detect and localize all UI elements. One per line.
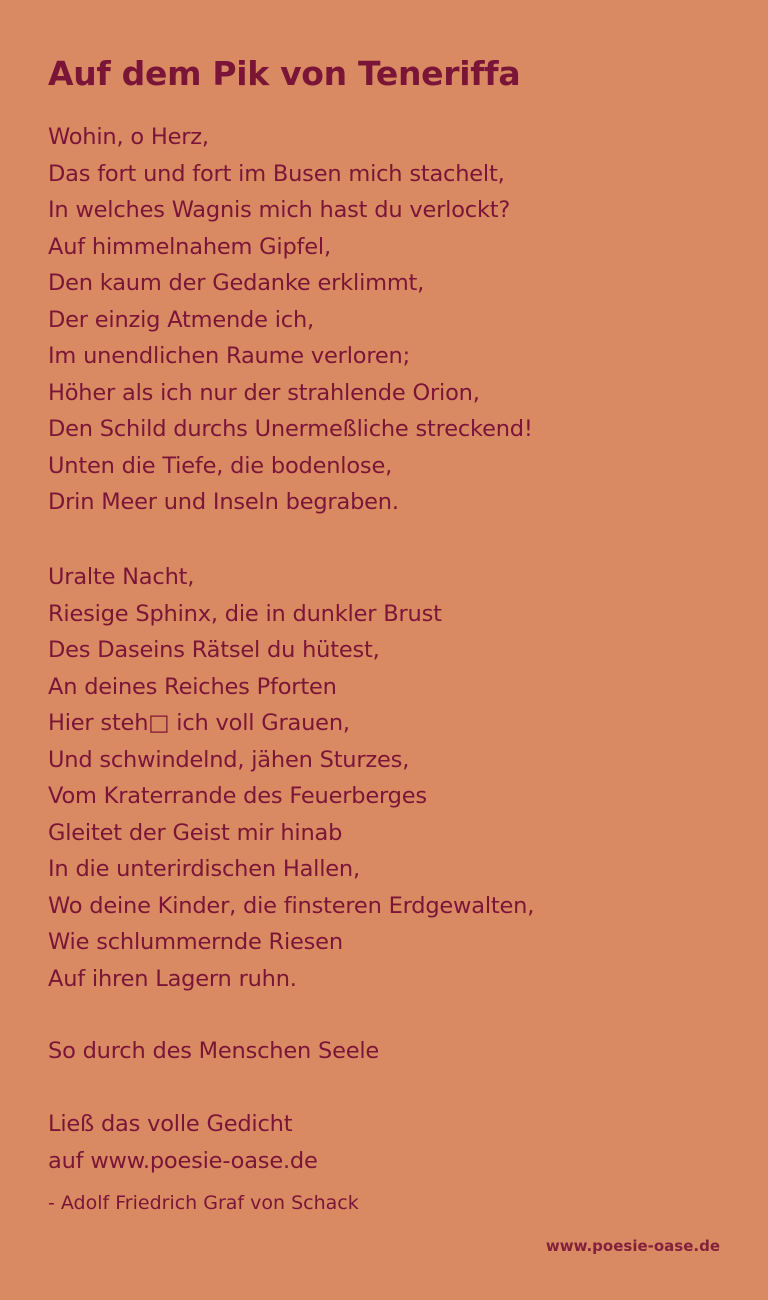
poem-line: Den kaum der Gedanke erklimmt, <box>48 270 425 296</box>
poem-line: Uralte Nacht, <box>48 564 195 590</box>
poem-line: Höher als ich nur der strahlende Orion, <box>48 379 480 406</box>
poem-line: In welches Wagnis mich hast du verlockt? <box>48 197 511 223</box>
stanza-1 <box>48 119 533 521</box>
poem-line: An deines Reiches Pforten <box>48 673 337 700</box>
poem-line: Den Schild durchs Unermeßliche streckend! <box>48 416 533 442</box>
poem-line: Gleitet der Geist mir hinab <box>48 819 343 846</box>
poem-line: In die unterirdischen Hallen, <box>48 856 360 882</box>
poem-line: Wohin, o Herz, <box>48 124 209 150</box>
poem-line: Auf himmelnahem Gipfel, <box>48 233 331 260</box>
stanza-3 <box>48 1033 379 1070</box>
poem-line: Das fort und fort im Busen mich stachelt, <box>48 160 505 187</box>
poem-line: Vom Kraterrande des Feuerberges <box>48 783 427 809</box>
poem-line: Und schwindelnd, jähen Sturzes, <box>48 746 410 773</box>
footer-website-link[interactable]: www.poesie-oase.de <box>545 1237 720 1255</box>
read-more-note <box>48 1106 318 1179</box>
poem-line: Auf ihren Lagern ruhn. <box>48 965 297 992</box>
stanza-2 <box>48 559 534 997</box>
read-more-link[interactable]: auf www.poesie-oase.de <box>48 1147 318 1174</box>
poem-title: Auf dem Pik von Teneriffa <box>48 54 521 93</box>
poem-line: Der einzig Atmende ich, <box>48 306 314 333</box>
poem-line: Drin Meer und Inseln begraben. <box>48 489 399 515</box>
poem-line: Wie schlummernde Riesen <box>48 929 343 955</box>
poem-line: Unten die Tiefe, die bodenlose, <box>48 452 393 479</box>
poem-author: - Adolf Friedrich Graf von Schack <box>48 1192 359 1214</box>
poem-line: Hier steh□ ich voll Grauen, <box>48 710 350 736</box>
poem-line: Riesige Sphinx, die in dunkler Brust <box>48 600 442 627</box>
read-more-line: Ließ das volle Gedicht <box>48 1111 293 1137</box>
poem-line: Des Daseins Rätsel du hütest, <box>48 637 380 663</box>
poem-line: Wo deine Kinder, die finsteren Erdgewalten, <box>48 892 535 919</box>
poem-line: Im unendlichen Raume verloren; <box>48 343 410 369</box>
poem-line: So durch des Menschen Seele <box>48 1038 380 1064</box>
